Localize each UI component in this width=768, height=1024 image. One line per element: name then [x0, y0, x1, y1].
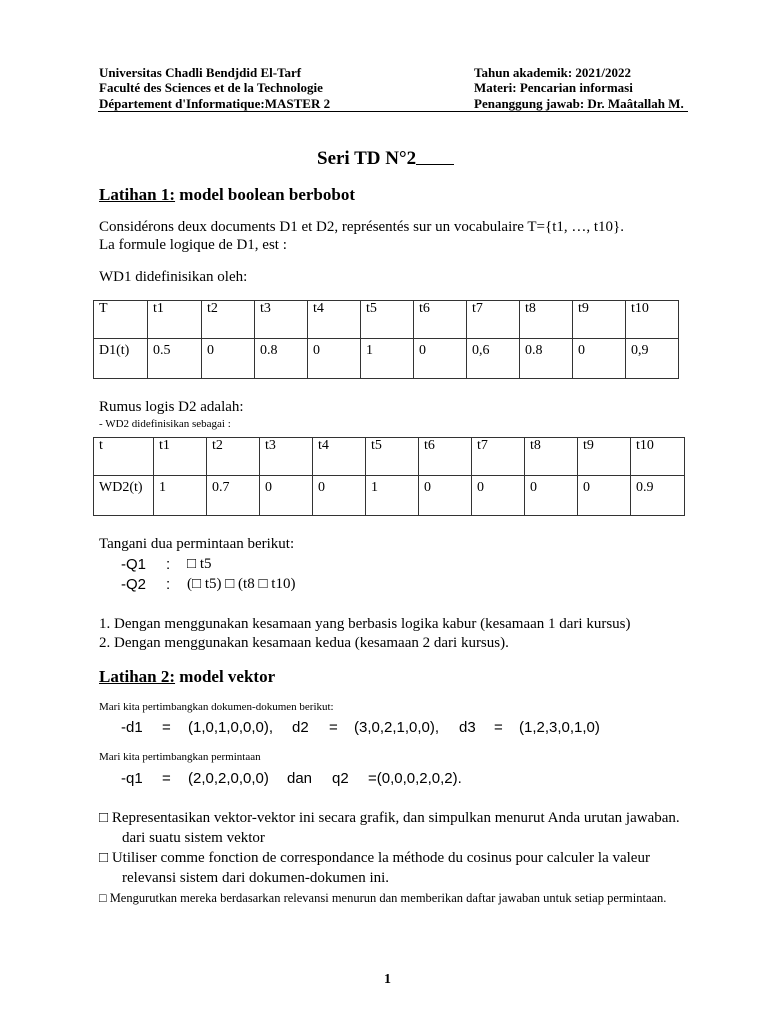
table-cell: t8: [520, 301, 573, 339]
table-cell: 1: [154, 476, 207, 516]
subject: Materi: Pencarian informasi: [474, 80, 633, 95]
query-q2v-vector: =(0,0,0,2,0,2).: [368, 770, 462, 787]
missing-glyph-icon: □: [258, 576, 268, 592]
table-cell: 0: [573, 339, 626, 379]
table-cell: 1: [366, 476, 419, 516]
wd2-value-row: [94, 476, 685, 516]
ex2-bullet-2: [99, 850, 650, 867]
wd1-value-row: [94, 339, 679, 379]
table-cell: t9: [578, 438, 631, 476]
table-cell: D1(t): [94, 339, 148, 379]
ex1-paragraph-3: WD1 didefinisikan oleh:: [99, 269, 248, 285]
table-cell: t1: [154, 438, 207, 476]
ex2-paragraph-2: Mari kita pertimbangkan permintaan: [99, 751, 261, 763]
table-cell: t3: [260, 438, 313, 476]
ex1-paragraph-2: La formule logique de D1, est :: [99, 237, 287, 253]
academic-year: Tahun akademik: 2021/2022: [474, 65, 632, 80]
table-cell: t7: [472, 438, 525, 476]
table-cell: t6: [419, 438, 472, 476]
query-q2-colon: :: [166, 576, 171, 593]
table-cell: t2: [207, 438, 260, 476]
missing-glyph-icon: □: [225, 576, 235, 592]
ex2-bullet-3: [99, 891, 666, 906]
ex1-paragraph-6: Tangani dua permintaan berikut:: [99, 536, 295, 552]
exercise-2-name: model vektor: [175, 667, 276, 686]
table-cell: 1: [361, 339, 414, 379]
query-q2-part-a: (: [187, 576, 192, 592]
query-q2-part-c: (t8: [234, 576, 259, 592]
table-cell: 0: [578, 476, 631, 516]
exercise-1-label: Latihan 1:: [99, 185, 176, 204]
table-cell: t10: [626, 301, 679, 339]
table-cell: t9: [573, 301, 626, 339]
header-rule: [98, 111, 688, 112]
table-cell: 0: [260, 476, 313, 516]
doc-d2-vector: (3,0,2,1,0,0),: [354, 719, 440, 736]
table-cell: t6: [414, 301, 467, 339]
query-q2-part-b: t5): [201, 576, 226, 592]
table-cell: 0,9: [626, 339, 679, 379]
table-cell: t5: [361, 301, 414, 339]
ex2-bullet-2-continued: relevansi sistem dari dokumen-dokumen ini.: [122, 870, 390, 886]
query-q1-expression: [187, 556, 211, 573]
doc-d3-label: d3: [459, 719, 476, 736]
table-cell: 0.8: [520, 339, 573, 379]
ex2-bullet-1-text: Representasikan vektor-vektor ini secara grafik, dan simpulkan menurut Anda urutan jawaban.: [111, 810, 680, 826]
ex2-paragraph-1: Mari kita pertimbangkan dokumen-dokumen berikut:: [99, 701, 334, 713]
query-q1-text: t5: [196, 556, 212, 572]
wd1-table: [93, 300, 679, 379]
exercise-1-heading: [99, 185, 355, 205]
exercise-1-name: model boolean berbobot: [175, 185, 355, 204]
table-cell: 0: [525, 476, 578, 516]
ex1-item-1: 1. Dengan menggunakan kesamaan yang berbasis logika kabur (kesamaan 1 dari kursus): [99, 616, 631, 632]
ex1-paragraph-1: Considérons deux documents D1 et D2, représentés sur un vocabulaire T={t1, …, t10}.: [99, 219, 624, 235]
missing-glyph-icon: □: [99, 891, 107, 905]
table-cell: t4: [308, 301, 361, 339]
doc-d1-vector: (1,0,1,0,0,0),: [188, 719, 274, 736]
page-title: [317, 148, 454, 170]
ex1-item-2: 2. Dengan menggunakan kesamaan kedua (kesamaan 2 dari kursus).: [99, 635, 509, 651]
table-cell: T: [94, 301, 148, 339]
table-cell: 0,6: [467, 339, 520, 379]
missing-glyph-icon: □: [99, 850, 109, 866]
query-q2v-label: q2: [332, 770, 349, 787]
responsible: Penanggung jawab: Dr. Maâtallah M.: [474, 96, 684, 111]
query-q1-colon: :: [166, 556, 171, 573]
doc-d3-equals: =: [494, 719, 503, 736]
ex2-bullet-3-text: Mengurutkan mereka berdasarkan relevansi menurun dan memberikan daftar jawaban untuk setiap permintaan.: [109, 891, 667, 905]
wd2-header-row: [94, 438, 685, 476]
query-q1v-equals: =: [162, 770, 171, 787]
table-cell: WD2(t): [94, 476, 154, 516]
table-cell: 0: [313, 476, 366, 516]
exercise-2-label: Latihan 2:: [99, 667, 176, 686]
query-q1v-label: -q1: [121, 770, 143, 787]
table-cell: t7: [467, 301, 520, 339]
doc-d2-label: d2: [292, 719, 309, 736]
table-cell: 0: [414, 339, 467, 379]
table-cell: t2: [202, 301, 255, 339]
ex2-bullet-1-continued: dari suatu sistem vektor: [122, 830, 265, 846]
doc-d2-equals: =: [329, 719, 338, 736]
table-cell: t: [94, 438, 154, 476]
doc-d3-vector: (1,2,3,0,1,0): [519, 719, 600, 736]
wd2-table: [93, 437, 685, 516]
missing-glyph-icon: □: [187, 556, 197, 572]
table-cell: 0: [202, 339, 255, 379]
page-number: 1: [384, 972, 391, 987]
table-cell: t5: [366, 438, 419, 476]
query-connector: dan: [287, 770, 313, 787]
query-q2-label: -Q2: [121, 576, 147, 593]
query-q1v-vector: (2,0,2,0,0,0): [188, 770, 269, 787]
query-q2-part-d: t10): [267, 576, 296, 592]
wd1-header-row: [94, 301, 679, 339]
missing-glyph-icon: □: [99, 810, 109, 826]
table-cell: t1: [148, 301, 202, 339]
table-cell: 0: [308, 339, 361, 379]
table-cell: t3: [255, 301, 308, 339]
ex2-bullet-2-text: Utiliser comme fonction de correspondance la méthode du cosinus pour calculer la valeur: [111, 850, 650, 866]
exercise-2-heading: [99, 667, 275, 687]
query-q2-expression: [187, 576, 295, 593]
query-q1-label: -Q1: [121, 556, 147, 573]
ex2-bullet-1: [99, 810, 680, 827]
table-cell: 0: [419, 476, 472, 516]
faculty-name: Faculté des Sciences et de la Technologie: [99, 80, 323, 95]
doc-d1-equals: =: [162, 719, 171, 736]
table-cell: t4: [313, 438, 366, 476]
ex1-paragraph-4: Rumus logis D2 adalah:: [99, 399, 244, 415]
university-name: Universitas Chadli Bendjdid El-Tarf: [99, 65, 302, 80]
page-title-text: Seri TD N°2: [317, 148, 417, 169]
ex1-paragraph-5: - WD2 didefinisikan sebagai :: [99, 418, 231, 430]
table-cell: 0.9: [631, 476, 685, 516]
department-name: Département d'Informatique:MASTER 2: [99, 96, 331, 111]
table-cell: t10: [631, 438, 685, 476]
table-cell: 0: [472, 476, 525, 516]
doc-d1-label: -d1: [121, 719, 143, 736]
table-cell: t8: [525, 438, 578, 476]
title-underline: [416, 164, 454, 165]
table-cell: 0.8: [255, 339, 308, 379]
table-cell: 0.5: [148, 339, 202, 379]
missing-glyph-icon: □: [192, 576, 202, 592]
table-cell: 0.7: [207, 476, 260, 516]
